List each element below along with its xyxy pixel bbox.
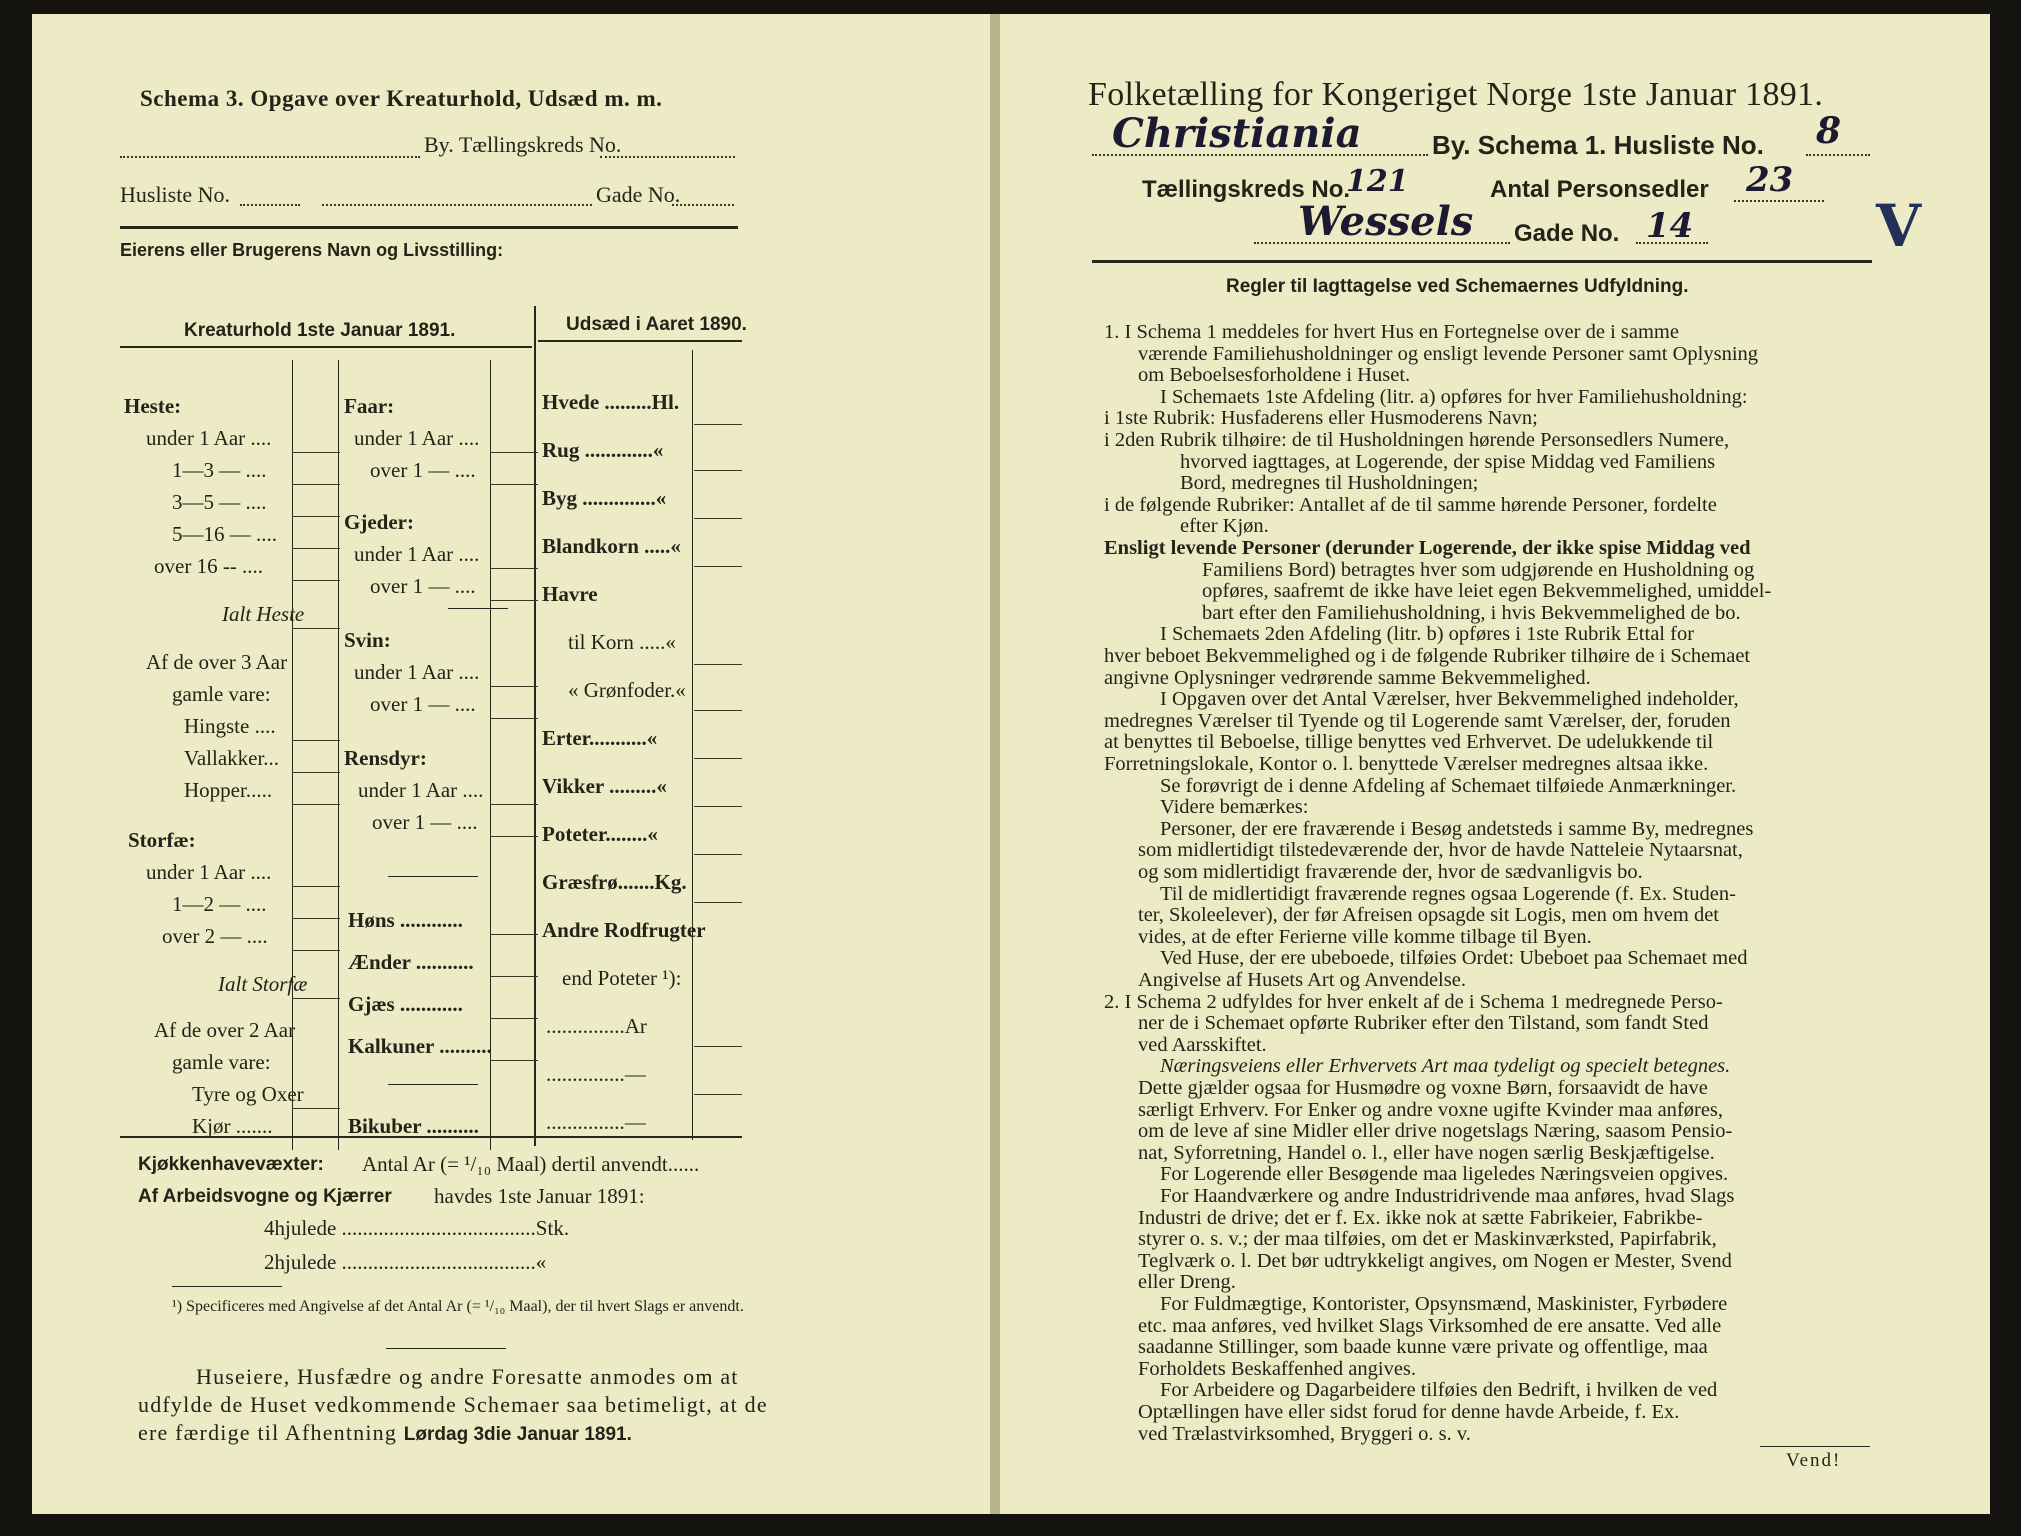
rule-line: Teglværk o. l. Det bør udtrykkeligt angives, om Nogen er Mester, Svend <box>1138 1249 1732 1272</box>
c2-row: over 1 — .... <box>370 574 476 598</box>
c2-row: Gjeder: <box>344 510 414 534</box>
check-mark: V <box>1876 192 1922 260</box>
rule-line: Forretningslokale, Kontor o. l. benyttede Værelser medregnes altsaa ikke. <box>1104 753 1709 775</box>
closing-rule <box>386 1348 506 1349</box>
rule-line: Ved Huse, der ere ubeboede, tilføies Ordet: Ubeboet paa Schemaet med <box>1160 947 1748 970</box>
right-page <box>1000 14 1990 1514</box>
entry-line <box>292 452 340 453</box>
c3-row: ...............Ar <box>546 1014 647 1038</box>
c1-row: Af de over 3 Aar <box>146 650 288 674</box>
vend-rule <box>1760 1446 1870 1447</box>
rule-line: etc. maa anføres, ved hvilket Slags Virksomhed de ere ansatte. Ved alle <box>1138 1314 1722 1337</box>
rule-line: Dette gjælder ogsaa for Husmødre og voxne Børn, forsaavidt de have <box>1138 1077 1708 1099</box>
rule-line: i 1ste Rubrik: Husfaderens eller Husmoderens Navn; <box>1104 407 1538 430</box>
gade-dotline <box>1636 242 1708 244</box>
kreds-dotline <box>600 156 735 158</box>
c1-row: 3—5 — .... <box>172 490 267 514</box>
c3-row: Erter...........« <box>542 726 658 750</box>
c2-row: Kalkuner .......... <box>348 1034 492 1058</box>
c1-row: gamle vare: <box>172 682 271 706</box>
closing-line-3 <box>138 1420 632 1446</box>
kreds-label: Tællingskreds No. <box>1142 176 1351 203</box>
c1-row: Tyre og Oxer <box>192 1082 304 1106</box>
c1-row: Af de over 2 Aar <box>154 1018 296 1042</box>
entry-line <box>292 740 340 741</box>
header-rule <box>120 226 738 229</box>
gade-label: Gade No. <box>596 182 681 207</box>
rule-line: medregnes Værelser til Tyende og til Logerende samt Værelser, der, foruden <box>1104 709 1731 732</box>
c1-row: over 16 -- .... <box>154 554 264 578</box>
rule-line: For Fuldmægtige, Kontorister, Opsynsmænd, Maskinister, Fyrbødere <box>1160 1293 1728 1315</box>
rule-line: at benyttes til Beboelse, tillige benyttes ved Erhvervet. De udelukkende til <box>1104 731 1714 754</box>
entry-line <box>292 484 340 485</box>
c2-row: under 1 Aar .... <box>354 426 480 450</box>
c1-row: under 1 Aar .... <box>146 860 272 884</box>
rule-line: efter Kjøn. <box>1180 515 1269 538</box>
c3-row: Byg ..............« <box>542 486 667 510</box>
c1-row: Vallakker... <box>184 746 280 770</box>
c2-row: over 1 — .... <box>372 810 478 834</box>
rule-line: nat, Syforretning, Handel o. l., eller have nogen særlig Beskjæftigelse. <box>1138 1141 1715 1164</box>
arbeid-label: Af Arbeidsvogne og Kjærrer <box>138 1186 392 1207</box>
entry-line <box>292 772 340 773</box>
kreatur-header-rule <box>120 346 532 348</box>
short-divider <box>448 608 508 609</box>
c3-row: Vikker .........« <box>542 774 667 798</box>
c1-row: Ialt Heste <box>222 602 305 626</box>
c3-row: til Korn .....« <box>568 630 676 654</box>
rule-line: vides, at de efter Ferierne ville komme tilbage til Byen. <box>1138 925 1592 948</box>
entry-line <box>292 1108 340 1109</box>
arbeid-text: havdes 1ste Januar 1891: <box>434 1184 645 1208</box>
c3-row: ...............— <box>546 1062 646 1086</box>
street-dotline <box>322 204 592 206</box>
c3-row: end Poteter ¹): <box>562 966 682 990</box>
rule-line: Til de midlertidigt fraværende regnes ogsaa Logerende (f. Ex. Studen- <box>1160 882 1736 905</box>
husliste-dotline <box>1806 154 1870 156</box>
entry-line <box>694 424 742 425</box>
entry-line <box>694 806 742 807</box>
entry-line <box>490 1018 538 1019</box>
entry-line <box>292 886 340 887</box>
kreds-no: 121 <box>1346 164 1409 199</box>
rule-line: Familiens Bord) betragtes hver som udgjørende en Husholdning og <box>1202 558 1755 581</box>
antal-no: 23 <box>1746 160 1794 200</box>
c3-row: Havre <box>542 582 598 606</box>
entry-line <box>292 516 340 517</box>
c1-row: Hingste .... <box>184 714 276 738</box>
rule-line: Se forøvrigt de i denne Afdeling af Schemaet tilføiede Anmærkninger. <box>1160 774 1737 797</box>
street-handwritten: Wessels <box>1298 198 1474 245</box>
hjulede2: 2hjulede .....................................« <box>264 1250 547 1274</box>
entry-line <box>490 600 538 601</box>
rule-line: For Logerende eller Besøgende maa ligeledes Næringsveien opgives. <box>1160 1163 1729 1186</box>
entry-line <box>694 710 742 711</box>
rule-line: som midlertidigt tilstedeværende der, hvor de havde Natteleie Nytaarsnat, <box>1138 839 1743 862</box>
rule-line: I Schemaets 2den Afdeling (litr. b) opføres i 1ste Rubrik Ettal for <box>1160 623 1695 646</box>
city-dotline <box>1092 154 1428 156</box>
c3-row: Rug .............« <box>542 438 664 462</box>
rule-line: For Haandværkere og andre Industridrivende maa anføres, hvad Slags <box>1160 1185 1735 1207</box>
footnote-rule <box>172 1286 282 1287</box>
rules-title: Regler til Iagttagelse ved Schemaernes Udfyldning. <box>1226 276 1689 297</box>
rule-line: om Beboelsesforholdene i Huset. <box>1138 364 1411 387</box>
rule-line: og som midlertidigt fraværende der, hvor de sædvanligvis bo. <box>1138 861 1643 883</box>
c1-row: 5—16 — .... <box>172 522 277 546</box>
entry-line <box>490 484 538 485</box>
col2-entry-left <box>490 360 491 1150</box>
c1-row: 1—2 — .... <box>172 892 267 916</box>
c3-row: ...............— <box>546 1110 646 1134</box>
entry-line <box>292 628 340 629</box>
rule-line: ved Aarsskiftet. <box>1138 1033 1267 1056</box>
hjulede4: 4hjulede .....................................Stk. <box>264 1216 570 1240</box>
c2-row: Faar: <box>344 394 395 418</box>
c2-row: Rensdyr: <box>344 746 427 770</box>
c1-row: Ialt Storfæ <box>218 972 308 996</box>
udsaed-header: Udsæd i Aaret 1890. <box>566 314 747 335</box>
by-dotline <box>120 156 420 158</box>
entry-line <box>292 918 340 919</box>
rule-line: ved Trælastvirksomhed, Bryggeri o. s. v. <box>1138 1422 1471 1445</box>
rule-line: styrer o. s. v.; der maa tilføies, om det er Maskinværksted, Papirfabrik, <box>1138 1228 1717 1251</box>
entry-line <box>490 718 538 719</box>
rule-line: særligt Erhverv. For Enker og andre voxne ugifte Kvinder maa anføres, <box>1138 1098 1724 1121</box>
census-title: Folketælling for Kongeriget Norge 1ste Januar 1891. <box>1088 76 1824 113</box>
entry-line <box>694 1094 742 1095</box>
closing-date: Lørdag 3die Januar 1891. <box>403 1424 632 1445</box>
c3-row: Andre Rodfrugter <box>542 918 706 942</box>
rule-line: om de leve af sine Midler eller drive nogetslags Næring, saasom Pensio- <box>1138 1120 1733 1143</box>
udsaed-header-rule <box>538 340 742 342</box>
entry-line <box>490 568 538 569</box>
left-page <box>32 14 992 1514</box>
rule-line: bart efter den Familiehusholdning, i hvis Bekvemmelighed de bo. <box>1202 601 1741 624</box>
rule-line: For Arbeidere og Dagarbeidere tilføies den Bedrift, i hvilken de ved <box>1160 1379 1718 1402</box>
c1-row: Hopper..... <box>184 778 273 802</box>
rule-line: i 2den Rubrik tilhøire: de til Husholdningen hørende Personsedlers Numere, <box>1104 429 1730 451</box>
antal-dotline <box>1734 200 1824 202</box>
by-kreds-label: By. Tællingskreds No. <box>424 132 622 157</box>
closing-line-3-text: ere færdige til Afhentning <box>138 1420 404 1445</box>
rule-line: I Opgaven over det Antal Værelser, hver Bekvemmelighed indeholder, <box>1160 688 1739 711</box>
gade-dotline <box>672 204 734 206</box>
entry-line <box>694 758 742 759</box>
by-schema-label: By. Schema 1. Husliste No. <box>1432 130 1764 160</box>
rule-line: Ensligt levende Personer (derunder Logerende, der ikke spise Middag ved <box>1104 537 1751 559</box>
rule-line: Forholdets Beskaffenhed angives. <box>1138 1357 1417 1380</box>
footnote: ¹) Specificeres med Angivelse af det Antal Ar (= ¹/₁₀ Maal), der til hvert Slags er anvendt. <box>172 1298 744 1315</box>
owner-label: Eierens eller Brugerens Navn og Livsstilling: <box>120 240 504 260</box>
entry-line <box>292 804 340 805</box>
rule-line: ner de i Schemaet opførte Rubriker efter den Tilstand, som fandt Sted <box>1138 1012 1709 1035</box>
c2-row: Gjæs ............ <box>348 992 463 1016</box>
c2-row: Høns ............ <box>348 908 463 932</box>
c3-row: « Grønfoder.« <box>568 678 686 702</box>
entry-line <box>490 934 538 935</box>
rule-line: hvorved iagttages, at Logerende, der spise Middag ved Familiens <box>1180 450 1716 473</box>
rule-line: ter, Skoleelever), der før Afreisen opsagde sit Logis, men om hvem det <box>1138 904 1719 927</box>
rule-line: I Schemaets 1ste Afdeling (litr. a) opføres for hver Familiehusholdning: <box>1160 385 1748 408</box>
entry-line <box>292 998 340 999</box>
antal-label: Antal Personsedler <box>1490 176 1709 203</box>
c1-row: Storfæ: <box>128 828 196 852</box>
short-divider <box>388 1084 478 1085</box>
c2-row: under 1 Aar .... <box>354 660 480 684</box>
c2-row: Ænder ........... <box>348 950 474 974</box>
c3-row: Poteter........« <box>542 822 658 846</box>
c2-row: over 1 — .... <box>370 458 476 482</box>
closing-line-1: Huseiere, Husfædre og andre Foresatte anmodes om at <box>196 1364 739 1389</box>
street-dotline <box>1254 242 1510 244</box>
rule-line: angivne Oplysninger vedrørende samme Bekvemmelighed. <box>1104 666 1591 689</box>
c1-row: 1—3 — .... <box>172 458 267 482</box>
rule-line: saadanne Stillinger, som baade kunne være private og offentlige, maa <box>1138 1336 1708 1359</box>
entry-line <box>490 686 538 687</box>
husliste-label: Husliste No. <box>120 182 230 207</box>
entry-line <box>694 518 742 519</box>
rule-line: 2. I Schema 2 udfyldes for hver enkelt af de i Schema 1 medregnede Perso- <box>1104 990 1723 1013</box>
entry-line <box>490 452 538 453</box>
entry-line <box>292 548 340 549</box>
rule-line: 1. I Schema 1 meddeles for hvert Hus en Fortegnelse over de i samme <box>1104 321 1679 343</box>
rule-line: Angivelse af Husets Art og Anvendelse. <box>1138 969 1466 991</box>
gade-label: Gade No. <box>1514 220 1620 247</box>
entry-line <box>694 902 742 903</box>
closing-line-2: udfylde de Huset vedkommende Schemaer saa betimeligt, at de <box>138 1392 768 1417</box>
rule-line: hver beboet Bekvemmelighed og i de følgende Rubriker tilhøire de i Schemaet <box>1104 645 1751 667</box>
entry-line <box>490 804 538 805</box>
entry-line <box>490 976 538 977</box>
gade-no: 14 <box>1646 206 1694 246</box>
c1-row: Kjør ....... <box>192 1114 273 1138</box>
kjokken-text: Antal Ar (= ¹/₁₀ Maal) dertil anvendt...... <box>362 1152 700 1176</box>
rule-line: Bord, medregnes til Husholdningen; <box>1180 472 1479 495</box>
c1-row: Heste: <box>124 394 182 418</box>
c2-row: Svin: <box>344 628 391 652</box>
short-divider <box>388 876 478 877</box>
c2-row: Bikuber .......... <box>348 1114 479 1138</box>
c3-row: Blandkorn .....« <box>542 534 681 558</box>
husliste-no: 8 <box>1816 110 1842 152</box>
vend-label: Vend! <box>1786 1450 1842 1471</box>
c2-row: under 1 Aar .... <box>354 542 480 566</box>
c1-row: gamle vare: <box>172 1050 271 1074</box>
entry-line <box>292 580 340 581</box>
entry-line <box>694 1046 742 1047</box>
rule-line: Industri de drive; det er f. Ex. ikke nok at sætte Fabrikeier, Fabrikbe- <box>1138 1206 1703 1229</box>
c3-row: Hvede .........Hl. <box>542 390 680 414</box>
c2-row: under 1 Aar .... <box>358 778 484 802</box>
entry-line <box>694 854 742 855</box>
title-rule <box>1092 260 1872 263</box>
husliste-dotline <box>240 204 300 206</box>
schema3-title: Schema 3. Opgave over Kreaturhold, Udsæd m. m. <box>140 86 663 111</box>
rule-line: Optællingen have eller sidst forud for denne havde Arbeide, f. Ex. <box>1138 1401 1680 1423</box>
c1-row: under 1 Aar .... <box>146 426 272 450</box>
rule-line: i de følgende Rubriker: Antallet af de til samme hørende Personer, fordelte <box>1104 493 1717 516</box>
c3-row: Græsfrø.......Kg. <box>542 870 687 894</box>
col3-entry-left <box>692 350 693 1140</box>
entry-line <box>694 566 742 567</box>
entry-line <box>694 664 742 665</box>
rule-line: Personer, der ere fraværende i Besøg andetsteds i samme By, medregnes <box>1160 817 1754 840</box>
rule-line: eller Dreng. <box>1138 1271 1236 1294</box>
c2-row: over 1 — .... <box>370 692 476 716</box>
entry-line <box>694 470 742 471</box>
rule-line: opføres, saafremt de ikke have leiet egen Bekvemmelighed, umiddel- <box>1202 580 1772 603</box>
kreaturhold-header: Kreaturhold 1ste Januar 1891. <box>184 320 456 341</box>
rule-line: værende Familiehusholdninger og ensligt levende Personer samt Oplysning <box>1138 342 1759 365</box>
kjokken-label: Kjøkkenhavevæxter: <box>138 1154 324 1175</box>
table-divider-main <box>534 306 536 1146</box>
rule-line: Videre bemærkes: <box>1160 796 1309 819</box>
entry-line <box>490 1060 538 1061</box>
col1-entry-right <box>338 360 339 1150</box>
rule-line: Næringsveiens eller Erhvervets Art maa tydeligt og specielt betegnes. <box>1160 1055 1731 1078</box>
c1-row: over 2 — .... <box>162 924 268 948</box>
entry-line <box>292 950 340 951</box>
entry-line <box>490 836 538 837</box>
city-handwritten: Christiania <box>1112 110 1362 157</box>
